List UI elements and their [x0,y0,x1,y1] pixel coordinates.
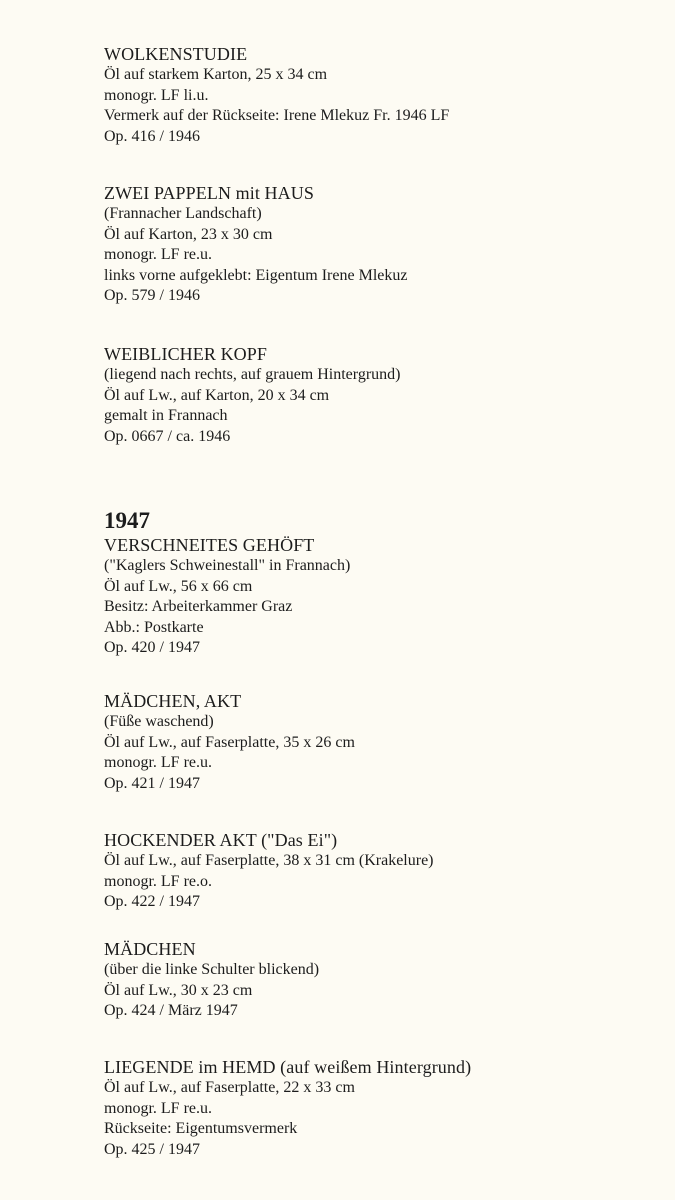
entry-subtitle: (liegend nach rechts, auf grauem Hintergrund) [104,366,401,383]
year-heading: 1947 [104,508,150,533]
entry-opus: Op. 416 / 1946 [104,127,200,145]
entry-title: LIEGENDE im HEMD (auf weißem Hintergrund) [104,1057,472,1077]
entry-medium: Öl auf Lw., auf Karton, 20 x 34 cm [104,386,330,404]
catalog-entry [104,830,644,913]
entry-opus: Op. 425 / 1947 [104,1140,200,1158]
entry-note: Vermerk auf der Rückseite: Irene Mlekuz Fr. 1946 LF [104,107,450,124]
entry-opus: Op. 0667 / ca. 1946 [104,427,231,445]
entry-opus: Op. 579 / 1946 [104,287,200,304]
entry-note: gemalt in Frannach [104,407,228,424]
entry-opus: Op. 424 / März 1947 [104,1002,238,1019]
catalog-entry [104,691,644,794]
entry-medium: Öl auf Lw., auf Faserplatte, 22 x 33 cm [104,1079,355,1096]
entry-note: links vorne aufgeklebt: Eigentum Irene Mlekuz [104,266,408,284]
entry-signature: monogr. LF re.o. [104,872,212,890]
entry-subtitle: ("Kaglers Schweinestall" in Frannach) [104,557,351,574]
entry-signature: monogr. LF li.u. [104,86,209,104]
entry-opus: Op. 421 / 1947 [104,774,200,792]
entry-subtitle: (Frannacher Landschaft) [104,205,262,222]
entry-signature: monogr. LF re.u. [104,1099,212,1117]
entry-title: HOCKENDER AKT ("Das Ei") [104,830,338,850]
entry-medium: Öl auf Lw., 30 x 23 cm [104,981,253,999]
entry-illustration: Abb.: Postkarte [104,618,204,636]
catalog-entry [104,535,644,659]
entry-subtitle: (Füße waschend) [104,713,214,730]
catalog-entry [104,183,644,307]
entry-signature: monogr. LF re.u. [104,246,212,263]
entry-title: WOLKENSTUDIE [104,44,248,64]
entry-title: WEIBLICHER KOPF [104,344,267,364]
catalog-entry [104,1057,644,1160]
catalog-entry [104,939,644,1022]
entry-medium: Öl auf Lw., auf Faserplatte, 35 x 26 cm [104,733,355,751]
catalog-entry [104,344,644,447]
entry-medium: Öl auf Lw., auf Faserplatte, 38 x 31 cm (Krakelure) [104,852,434,869]
entry-title: MÄDCHEN [104,939,196,959]
entry-medium: Öl auf starkem Karton, 25 x 34 cm [104,66,328,83]
entry-title: VERSCHNEITES GEHÖFT [104,535,315,555]
entry-note: Rückseite: Eigentumsvermerk [104,1120,298,1137]
catalog-entry [104,44,644,147]
entry-medium: Öl auf Karton, 23 x 30 cm [104,225,273,243]
entry-owner: Besitz: Arbeiterkammer Graz [104,598,293,615]
entry-signature: monogr. LF re.u. [104,754,212,771]
entry-medium: Öl auf Lw., 56 x 66 cm [104,577,253,595]
entry-opus: Op. 422 / 1947 [104,893,200,910]
entry-title: MÄDCHEN, AKT [104,691,242,711]
entry-opus: Op. 420 / 1947 [104,639,200,656]
entry-title: ZWEI PAPPELN mit HAUS [104,183,314,203]
entry-subtitle: (über die linke Schulter blickend) [104,961,320,978]
